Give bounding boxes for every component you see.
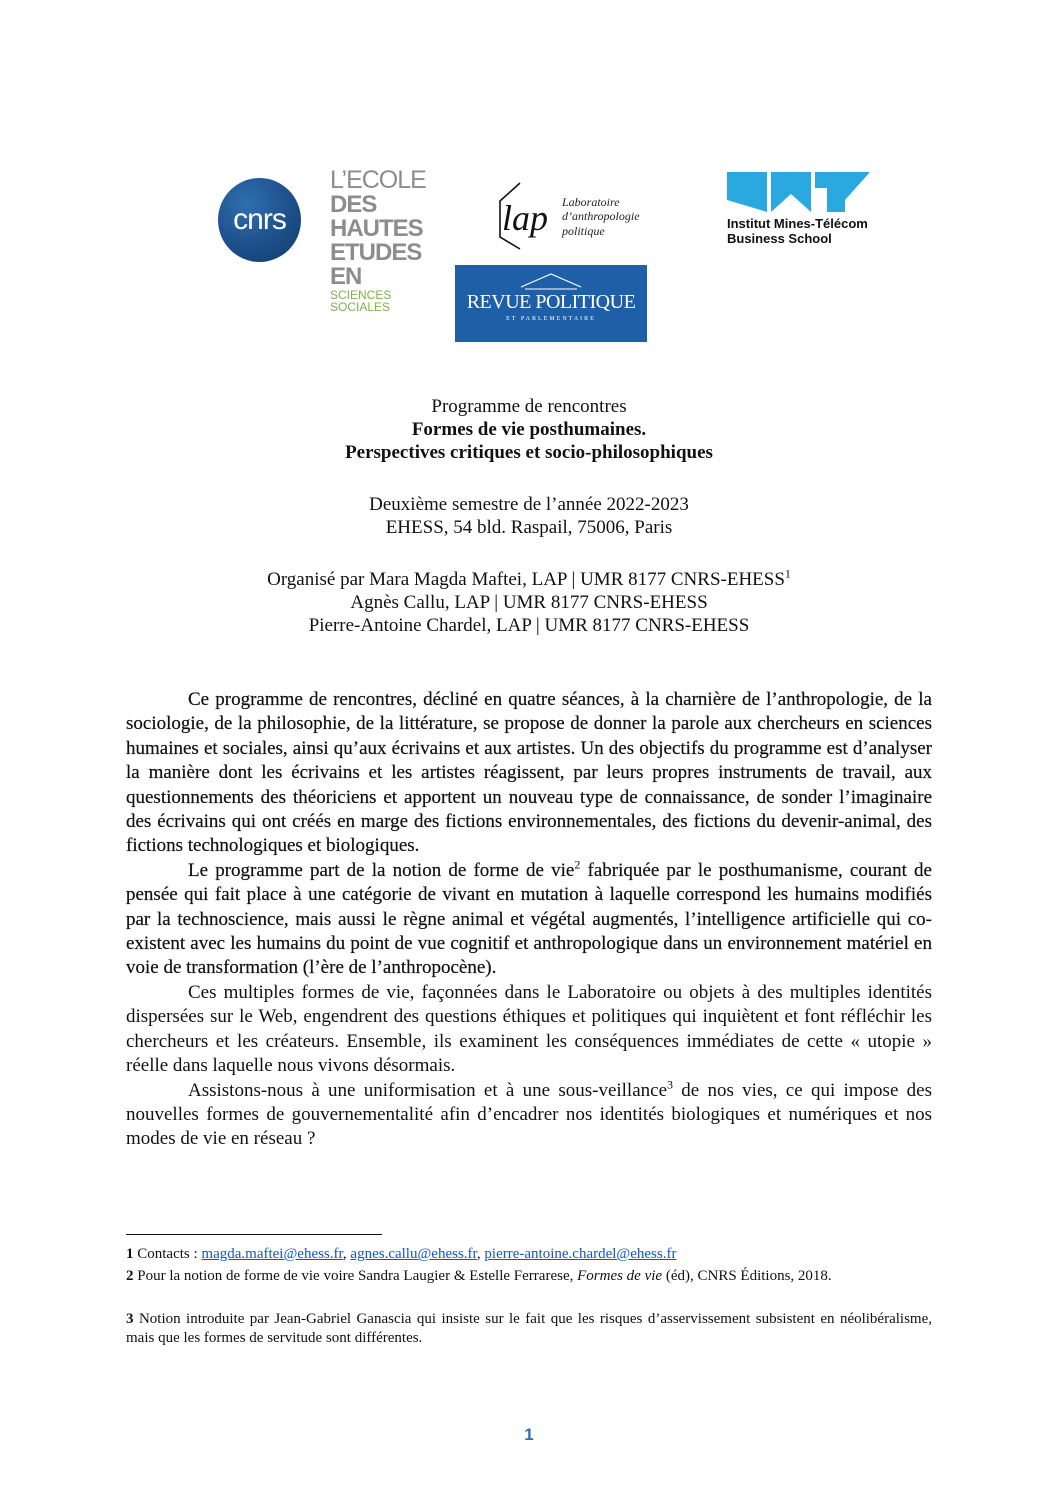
footnote-2-text-a: Pour la notion de forme de vie voire Sandra Laugier & Estelle Ferrarese,	[133, 1268, 578, 1284]
ehess-line-2: DES HAUTES	[330, 191, 423, 242]
organizer-1-text: Organisé par Mara Magda Maftei, LAP | UMR 8177 CNRS-EHESS	[267, 569, 785, 590]
organizer-3: Pierre-Antoine Chardel, LAP | UMR 8177 CNRS-EHESS	[308, 615, 750, 636]
semester: Deuxième semestre de l’année 2022-2023	[369, 494, 689, 515]
ehess-logo	[330, 166, 430, 314]
ehess-line-5: SOCIALES	[330, 300, 391, 314]
location: EHESS, 54 bld. Raspail, 75006, Paris	[385, 517, 673, 538]
ehess-line-1: L’ECOLE	[330, 166, 426, 194]
paragraph-4	[126, 1079, 932, 1152]
paragraph-2	[126, 859, 932, 981]
page-number: 1	[524, 1425, 534, 1444]
ehess-line-4: SCIENCES	[330, 288, 392, 302]
footnote-divider	[126, 1234, 382, 1235]
lap-logo	[492, 175, 652, 255]
footnote-3-text: Notion introduite par Jean-Gabriel Ganascia qui insiste sur le fait que les risques d’asservissement subsistent en néolibéralisme, mais que les formes de servitude sont différentes.	[126, 1311, 932, 1346]
cnrs-logo-text: cnrs	[233, 203, 286, 236]
program-subtitle: Programme de rencontres	[431, 396, 627, 417]
imt-logo	[727, 172, 877, 252]
footnote-3-number: 3	[126, 1311, 134, 1327]
email-link-chardel[interactable]: pierre-antoine.chardel@ehess.fr	[484, 1246, 677, 1262]
footnote-1	[126, 1245, 932, 1264]
footnote-ref-3[interactable]: 3	[667, 1077, 674, 1092]
footnote-1-number: 1	[126, 1246, 134, 1262]
imt-mark-icon	[727, 172, 872, 212]
footnote-ref-1[interactable]: 1	[784, 566, 791, 581]
program-title-line-2: Perspectives critiques et socio-philosophiques	[345, 442, 713, 463]
email-link-maftei[interactable]: magda.maftei@ehess.fr	[201, 1246, 343, 1262]
footnote-2-text-b: (éd), CNRS Éditions, 2018.	[662, 1268, 832, 1284]
organizer-2: Agnès Callu, LAP | UMR 8177 CNRS-EHESS	[350, 592, 708, 613]
revue-line-1: REVUE POLITIQUE	[466, 291, 636, 313]
lap-text-line-3: politique	[562, 223, 605, 238]
paragraph-4-text-a: Assistons-nous à une uniformisation et à une sous-veillance	[188, 1079, 668, 1101]
paragraph-3	[126, 981, 932, 1079]
body-text	[126, 688, 932, 1152]
email-link-callu[interactable]: agnes.callu@ehess.fr	[350, 1246, 477, 1262]
footnote-2-number: 2	[126, 1268, 134, 1284]
organizer-1	[0, 566, 1058, 591]
footnote-2	[126, 1267, 932, 1286]
footnote-1-label: Contacts :	[133, 1246, 202, 1262]
paragraph-1	[126, 688, 932, 859]
lap-text-line-2: d’anthropologie	[562, 209, 640, 224]
footnote-1-separator: ,	[476, 1246, 485, 1262]
footnote-2-book-title: Formes de vie	[577, 1268, 663, 1284]
lap-text-line-1: Laboratoire	[562, 195, 620, 209]
paragraph-1-text: Ce programme de rencontres, décliné en quatre séances, à la charnière de l’anthropologie, de la sociologie, de la philosophie, de la littérature, se propose de donner la parole aux chercheurs en sciences humaines et sociales, ainsi qu’aux écrivains et aux artistes. Un des objectifs du programme est d’analyser la manière dont les écrivains et les artistes réagissent, par leurs propres instruments de travail, aux questionnements des théoriciens et apportent un nouveau type de connaissance, de sonder l’imaginaire des écrivains qui ont créés en marge des fictions environnementales, des fictions du devenir-animal, des fictions technologiques et biologiques.	[126, 689, 932, 857]
footnote-3	[126, 1310, 932, 1348]
program-title-line-1: Formes de vie posthumaines.	[411, 419, 647, 440]
paragraph-2-text-b: fabriquée par le posthumanisme, courant de pensée qui fait place à une catégorie de vivant en mutation à laquelle correspond les humains modifiés par la technoscience, mais aussi le règne animal et végétal augmentés, l’intelligence artificielle qui co-existent avec les humains du point de vue cognitif et anthropologique dans un environnement matériel en voie de transformation (l’ère de l’anthropocène).	[126, 859, 932, 979]
imt-line-2: Business School	[727, 231, 832, 246]
paragraph-3-text: Ces multiples formes de vie, façonnées dans le Laboratoire ou objets à des multiples identités dispersées sur le Web, engendrent des questions éthiques et politiques qui inquiètent et font réfléchir les chercheurs et les créateurs. Ensemble, ils examinent les conséquences immédiates de cette « utopie » réelle dans laquelle nous vivons désormais.	[126, 981, 932, 1077]
paragraph-2-text-a: Le programme part de la notion de forme de vie	[188, 859, 575, 881]
lap-text	[562, 195, 640, 238]
paragraph-4-text-b: de nos vies, ce qui impose des nouvelles formes de gouvernementalité afin d’encadrer nos identités biologiques et numériques et nos modes de vie en réseau ?	[126, 1079, 932, 1150]
cnrs-logo	[218, 178, 301, 262]
lap-mark: lap	[502, 198, 549, 238]
imt-line-1: Institut Mines-Télécom	[727, 216, 868, 231]
revue-politique-logo	[455, 265, 647, 342]
footnote-ref-2[interactable]: 2	[574, 857, 581, 872]
ehess-line-3: ETUDES EN	[330, 239, 422, 290]
footnote-1-separator: ,	[342, 1246, 351, 1262]
revue-line-2: ET PARLEMENTAIRE	[506, 316, 596, 322]
